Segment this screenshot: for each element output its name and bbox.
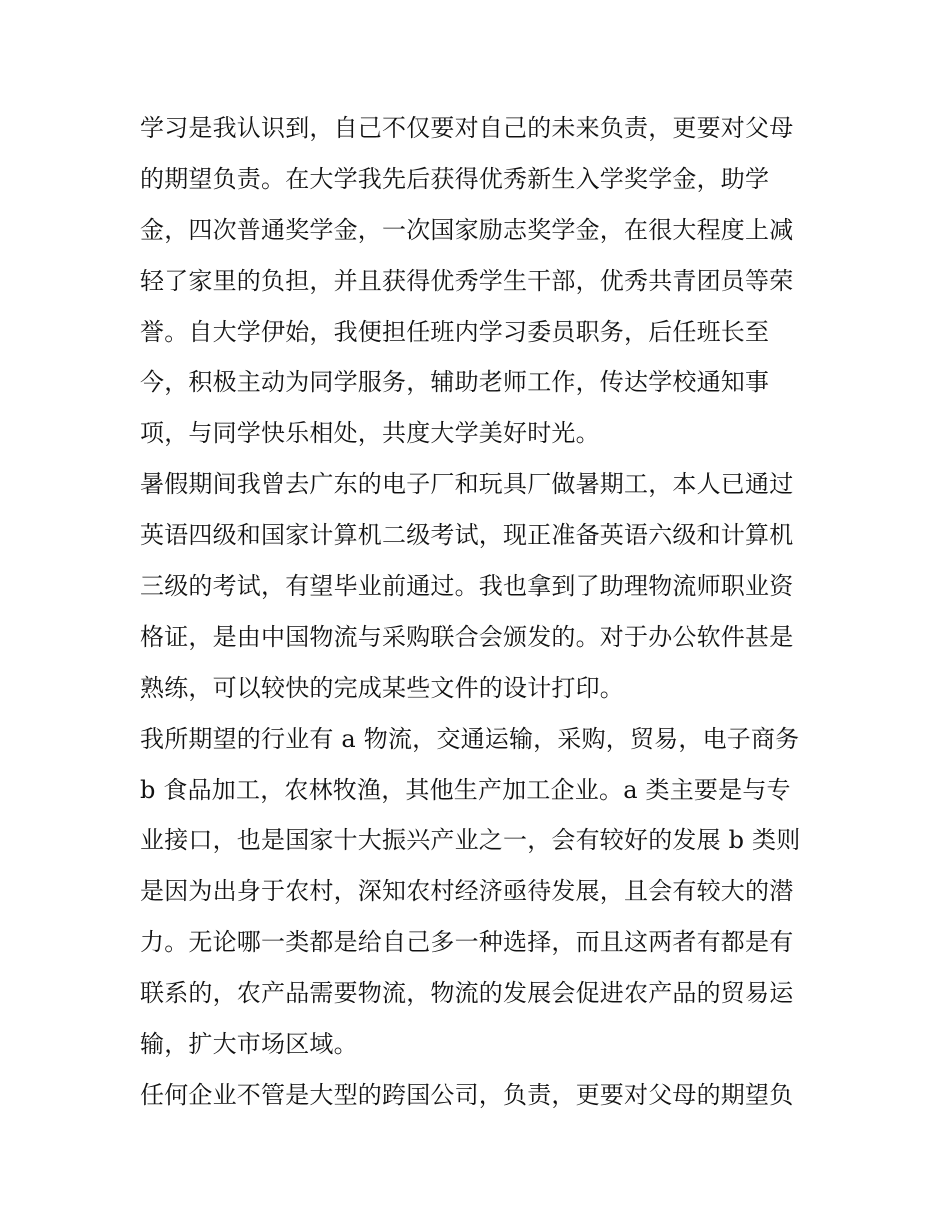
- text-line: 力。无论哪一类都是给自己多一种选择，而且这两者有都是有: [140, 928, 794, 957]
- document-body: [140, 103, 816, 1121]
- text-line: 业接口，也是国家十大振兴产业之一，会有较好的发展 b 类则: [140, 826, 801, 855]
- text-line: 任何企业不管是大型的跨国公司，负责，更要对父母的期望负: [140, 1080, 794, 1109]
- text-line: 格证，是由中国物流与采购联合会颁发的。对于办公软件甚是: [140, 622, 794, 651]
- text-line: 金，四次普通奖学金，一次国家励志奖学金，在很大程度上减: [140, 215, 794, 244]
- text-line: 联系的，农产品需要物流，物流的发展会促进农产品的贸易运: [140, 979, 794, 1008]
- text-line: 学习是我认识到，自己不仅要对自己的未来负责，更要对父母: [140, 114, 794, 142]
- text-line: 我所期望的行业有 a 物流，交通运输，采购，贸易，电子商务: [140, 724, 800, 753]
- text-line: 轻了家里的负担，并且获得优秀学生干部，优秀共青团员等荣: [140, 266, 794, 295]
- text-line: 誉。自大学伊始，我便担任班内学习委员职务，后任班长至: [140, 317, 770, 346]
- text-line: 英语四级和国家计算机二级考试，现正准备英语六级和计算机: [140, 521, 794, 550]
- text-line: 输，扩大市场区域。: [140, 1030, 358, 1059]
- text-line: 三级的考试，有望毕业前通过。我也拿到了助理物流师职业资: [140, 572, 794, 601]
- text-line: 的期望负责。在大学我先后获得优秀新生入学奖学金，助学: [140, 164, 770, 193]
- text-line: 项，与同学快乐相处，共度大学美好时光。: [140, 419, 600, 448]
- text-line: b 食品加工，农林牧渔，其他生产加工企业。a 类主要是与专: [140, 775, 791, 804]
- text-line: 今，积极主动为同学服务，辅助老师工作，传达学校通知事: [140, 368, 770, 397]
- text-line: 熟练，可以较快的完成某些文件的设计打印。: [140, 673, 624, 702]
- text-line: 是因为出身于农村，深知农村经济亟待发展，且会有较大的潜: [140, 877, 794, 906]
- text-line: 暑假期间我曾去广东的电子厂和玩具厂做暑期工，本人已通过: [140, 470, 794, 499]
